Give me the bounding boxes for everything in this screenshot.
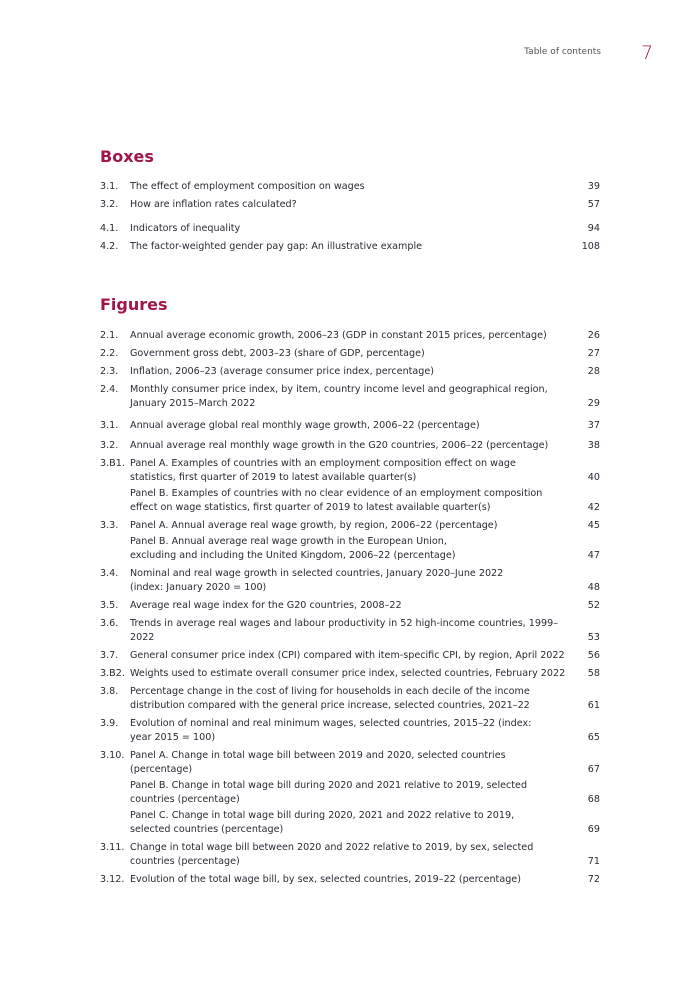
toc-entry[interactable] (100, 717, 600, 745)
toc-entry[interactable] (100, 567, 600, 595)
entry-title-line: effect on wage statistics, first quarter of 2019 to latest available quarter(s) (130, 502, 491, 513)
entry-title (130, 717, 570, 745)
entry-page: 68 (587, 794, 600, 805)
toc-entry[interactable] (100, 667, 600, 681)
entry-title-line: General consumer price index (CPI) compared with item-specific CPI, by region, April 2022 (130, 650, 565, 661)
toc-entry[interactable] (100, 599, 600, 613)
entry-title-line: countries (percentage) (130, 794, 240, 805)
entry-page: 27 (587, 348, 600, 359)
entry-page: 69 (587, 824, 600, 835)
entry-page: 65 (587, 732, 600, 743)
entry-part[interactable] (130, 419, 600, 433)
entry-title-line: Nominal and real wage growth in selected countries, January 2020–June 2022 (130, 568, 504, 579)
entry-title (130, 749, 570, 777)
entry-number: 2.2. (100, 348, 119, 359)
toc-entry[interactable] (100, 329, 600, 343)
entry-page: 29 (587, 398, 600, 409)
entry-title-line: Annual average global real monthly wage growth, 2006–22 (percentage) (130, 420, 480, 431)
entry-page: 72 (587, 874, 600, 885)
entry-title-line: Panel B. Examples of countries with no clear evidence of an employment composition (130, 488, 543, 499)
entry-part[interactable] (130, 439, 600, 453)
entry-part[interactable] (130, 535, 600, 563)
entry-page: 40 (587, 472, 600, 483)
entry-title (130, 240, 570, 254)
entry-title (130, 649, 570, 663)
entry-page: 39 (587, 181, 600, 192)
entry-number: 3.9. (100, 718, 119, 729)
entry-page: 37 (587, 420, 600, 431)
entry-title (130, 419, 570, 433)
entry-title (130, 457, 570, 485)
toc-entry[interactable] (100, 222, 600, 236)
toc-entry[interactable] (100, 439, 600, 453)
entry-page: 48 (587, 582, 600, 593)
entry-title-line: Annual average economic growth, 2006–23 (GDP in constant 2015 prices, percentage) (130, 330, 547, 341)
entry-title (130, 439, 570, 453)
entry-number: 4.2. (100, 241, 119, 252)
entry-parts (130, 873, 600, 887)
entry-parts (130, 439, 600, 453)
entry-parts (130, 222, 600, 236)
entry-title-line: Weights used to estimate overall consumer price index, selected countries, February 2022 (130, 668, 566, 679)
entry-page: 61 (587, 700, 600, 711)
toc-entry[interactable] (100, 685, 600, 713)
entry-title-line: Annual average real monthly wage growth in the G20 countries, 2006–22 (percentage) (130, 440, 549, 451)
entry-title-line: Percentage change in the cost of living for households in each decile of the income (130, 686, 530, 697)
entry-title-line: Monthly consumer price index, by item, country income level and geographical region, (130, 384, 548, 395)
entry-number: 2.1. (100, 330, 119, 341)
entry-number: 3.B2. (100, 668, 125, 679)
toc-entry[interactable] (100, 457, 600, 515)
entry-parts (130, 240, 600, 254)
entry-part[interactable] (130, 519, 600, 533)
entry-title-line: statistics, first quarter of 2019 to latest available quarter(s) (130, 472, 417, 483)
toc-entry[interactable] (100, 365, 600, 379)
entry-parts (130, 599, 600, 613)
entry-number: 3.B1. (100, 458, 125, 469)
entry-part[interactable] (130, 329, 600, 343)
entry-number: 3.1. (100, 420, 119, 431)
entry-number: 2.4. (100, 384, 119, 395)
entry-number: 2.3. (100, 366, 119, 377)
entry-title (130, 617, 570, 645)
entry-page: 52 (587, 600, 600, 611)
entry-title-line: Inflation, 2006–23 (average consumer price index, percentage) (130, 366, 435, 377)
entry-title (130, 347, 570, 361)
entry-number: 3.4. (100, 568, 119, 579)
entry-title (130, 180, 570, 194)
entry-title-line: Evolution of nominal and real minimum wages, selected countries, 2015–22 (index: (130, 718, 532, 729)
entry-page: 42 (587, 502, 600, 513)
entry-title-line: Panel B. Change in total wage bill during 2020 and 2021 relative to 2019, selected (130, 780, 528, 791)
entry-title (130, 667, 570, 681)
entry-number: 3.12. (100, 874, 125, 885)
entry-parts (130, 519, 600, 563)
entry-parts (130, 329, 600, 343)
entry-title-line: Indicators of inequality (130, 223, 241, 234)
toc-entry[interactable] (100, 240, 600, 254)
toc-entry[interactable] (100, 749, 600, 837)
entry-part[interactable] (130, 180, 600, 194)
entry-parts (130, 365, 600, 379)
entry-title-line: excluding and including the United Kingdom, 2006–22 (percentage) (130, 550, 456, 561)
entry-parts (130, 180, 600, 194)
entry-number: 3.5. (100, 600, 119, 611)
entry-title-line: (index: January 2020 = 100) (130, 582, 267, 593)
toc-entry[interactable] (100, 419, 600, 433)
entry-number: 3.7. (100, 650, 119, 661)
entry-number: 3.8. (100, 686, 119, 697)
entry-part[interactable] (130, 487, 600, 515)
entry-title-line: selected countries (percentage) (130, 824, 284, 835)
entry-parts (130, 457, 600, 515)
entry-parts (130, 667, 600, 681)
entry-title-line: How are inflation rates calculated? (130, 199, 297, 210)
toc-entry[interactable] (100, 519, 600, 563)
entry-parts (130, 567, 600, 595)
entry-part[interactable] (130, 240, 600, 254)
running-head: Table of contents (524, 47, 601, 57)
entry-parts (130, 383, 600, 411)
entry-title-line: Panel A. Change in total wage bill between 2019 and 2020, selected countries (percentage) (130, 750, 506, 775)
entry-title-line: Trends in average real wages and labour productivity in 52 high-income countries, 1999–2022 (130, 618, 558, 643)
entry-parts (130, 649, 600, 663)
toc-entry[interactable] (100, 198, 600, 212)
entry-title-line: Panel A. Examples of countries with an employment composition effect on wage (130, 458, 516, 469)
entry-title (130, 365, 570, 379)
entry-part[interactable] (130, 617, 600, 645)
entry-part[interactable] (130, 347, 600, 361)
entry-title (130, 685, 570, 713)
entry-title-line: Evolution of the total wage bill, by sex, selected countries, 2019–22 (percentage) (130, 874, 521, 885)
entry-parts (130, 198, 600, 212)
entry-parts (130, 717, 600, 745)
toc-entry[interactable] (100, 841, 600, 869)
entry-part[interactable] (130, 841, 600, 869)
entry-part[interactable] (130, 198, 600, 212)
figures-heading: Figures (100, 295, 168, 314)
entry-title (130, 487, 570, 515)
boxes-heading: Boxes (100, 147, 154, 166)
entry-title (130, 599, 570, 613)
entry-title (130, 809, 570, 837)
entry-page: 108 (581, 241, 600, 252)
entry-title-line: January 2015–March 2022 (130, 398, 256, 409)
entry-title-line: The effect of employment composition on wages (130, 181, 365, 192)
entry-part[interactable] (130, 685, 600, 713)
entry-number: 3.3. (100, 520, 119, 531)
entry-number: 3.11. (100, 842, 125, 853)
entry-page: 57 (587, 199, 600, 210)
entry-page: 28 (587, 366, 600, 377)
entry-page: 26 (587, 330, 600, 341)
toc-entry[interactable] (100, 873, 600, 887)
entry-number: 3.6. (100, 618, 119, 629)
entry-part[interactable] (130, 599, 600, 613)
entry-title-line: Government gross debt, 2003–23 (share of GDP, percentage) (130, 348, 425, 359)
entry-title (130, 222, 570, 236)
entry-title-line: Average real wage index for the G20 countries, 2008–22 (130, 600, 402, 611)
entry-title-line: The factor-weighted gender pay gap: An illustrative example (130, 241, 423, 252)
entry-part[interactable] (130, 383, 600, 411)
entry-parts (130, 419, 600, 433)
entry-title (130, 329, 570, 343)
entry-page: 53 (587, 632, 600, 643)
entry-number: 3.1. (100, 181, 119, 192)
entry-title-line: Change in total wage bill between 2020 and 2022 relative to 2019, by sex, selected (130, 842, 534, 853)
entry-page: 38 (587, 440, 600, 451)
entry-page: 45 (587, 520, 600, 531)
toc-entry[interactable] (100, 383, 600, 411)
entry-part[interactable] (130, 567, 600, 595)
entry-title (130, 873, 570, 887)
entry-part[interactable] (130, 873, 600, 887)
figures-list (100, 329, 600, 891)
entry-page: 71 (587, 856, 600, 867)
entry-title-line: distribution compared with the general price increase, selected countries, 2021–22 (130, 700, 530, 711)
entry-title-line: Panel C. Change in total wage bill during 2020, 2021 and 2022 relative to 2019, (130, 810, 515, 821)
entry-part[interactable] (130, 779, 600, 807)
entry-parts (130, 841, 600, 869)
entry-title-line: countries (percentage) (130, 856, 240, 867)
entry-title (130, 779, 570, 807)
entry-part[interactable] (130, 717, 600, 745)
entry-number: 3.2. (100, 199, 119, 210)
entry-title (130, 567, 570, 595)
entry-title (130, 535, 570, 563)
entry-title-line: Panel B. Annual average real wage growth in the European Union, (130, 536, 447, 547)
page-number: 7 (641, 42, 654, 64)
entry-title (130, 841, 570, 869)
entry-parts (130, 617, 600, 645)
entry-title-line: Panel A. Annual average real wage growth, by region, 2006–22 (percentage) (130, 520, 498, 531)
toc-entry[interactable] (100, 347, 600, 361)
entry-part[interactable] (130, 749, 600, 777)
entry-parts (130, 749, 600, 837)
entry-page: 56 (587, 650, 600, 661)
toc-entry[interactable] (100, 649, 600, 663)
entry-page: 47 (587, 550, 600, 561)
entry-part[interactable] (130, 365, 600, 379)
entry-part[interactable] (130, 809, 600, 837)
entry-number: 4.1. (100, 223, 119, 234)
entry-title (130, 198, 570, 212)
entry-page: 67 (587, 764, 600, 775)
entry-parts (130, 347, 600, 361)
entry-page: 58 (587, 668, 600, 679)
entry-number: 3.2. (100, 440, 119, 451)
entry-parts (130, 685, 600, 713)
entry-number: 3.10. (100, 750, 125, 761)
toc-entry[interactable] (100, 617, 600, 645)
entry-page: 94 (587, 223, 600, 234)
entry-part[interactable] (130, 222, 600, 236)
entry-title-line: year 2015 = 100) (130, 732, 216, 743)
entry-part[interactable] (130, 457, 600, 485)
toc-entry[interactable] (100, 180, 600, 194)
boxes-list (100, 180, 600, 258)
entry-title (130, 383, 570, 411)
entry-part[interactable] (130, 667, 600, 681)
entry-title (130, 519, 570, 533)
entry-part[interactable] (130, 649, 600, 663)
